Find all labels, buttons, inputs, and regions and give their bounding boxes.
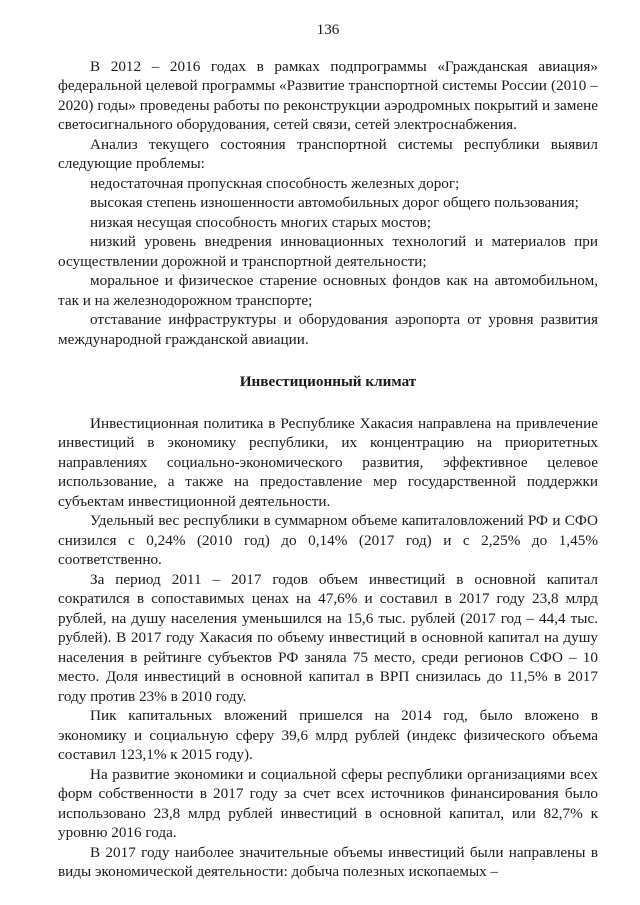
problem-item-aging-assets: моральное и физическое старение основных фондов как на автомобильном, так и на железнодорожном транспорте; bbox=[58, 272, 598, 309]
problem-item-roads: высокая степень изношенности автомобильных дорог общего пользования; bbox=[90, 194, 579, 211]
problem-item-airport: отставание инфраструктуры и оборудования аэропорта от уровня развития международной гражданской авиации. bbox=[58, 311, 598, 348]
paragraph-investment-2017: На развитие экономики и социальной сферы республики организациями всех форм собственности в 2017 году за счет всех источников финансирования было использовано 23,8 млрд рублей инвестиций в основной капитал, или 82,7% к уровню 2016 года. bbox=[58, 765, 598, 841]
paragraph-investment-sectors: В 2017 году наиболее значительные объемы инвестиций были направлены в виды экономической деятельности: добыча полезных ископаемых – bbox=[58, 843, 598, 880]
paragraph-investment-decline: За период 2011 – 2017 годов объем инвестиций в основной капитал сократился в сопоставимых ценах на 47,6% и составил в 2017 году 23,8 млрд рублей, на душу населения уменьшился на 15,6 тыс. рублей (2017 год – 44,4 тыс. рублей). В 2017 году Хакасия по объему инвестиций в основной капитал на душу населения в рейтинге субъектов РФ заняла 75 место, среди регионов СФО – 10 место. Доля инвестиций в основной капитал в ВРП снизилась до 11,5% в 2017 году против 23% в 2010 году. bbox=[58, 570, 598, 705]
paragraph-investment-policy: Инвестиционная политика в Республике Хакасия направлена на привлечение инвестиций в экономику республики, их концентрацию на приоритетных направлениях социально-экономического развития, эффективное целевое использование, а также на предоставление мер государственной поддержки субъектам инвестиционной деятельности. bbox=[58, 414, 598, 510]
section-heading-investment-climate: Инвестиционный климат bbox=[239, 373, 417, 390]
paragraph-investment-peak: Пик капитальных вложений пришелся на 2014 год, было вложено в экономику и социальную сферу 39,6 млрд рублей (индекс физического объема составил 123,1% к 2015 году). bbox=[58, 707, 598, 763]
problem-item-bridges: низкая несущая способность многих старых мостов; bbox=[90, 213, 431, 231]
problem-item-innovation: низкий уровень внедрения инновационных технологий и материалов при осуществлении дорожной и транспортной деятельности; bbox=[58, 233, 598, 270]
page-number: 136 bbox=[316, 21, 340, 38]
paragraph-analysis-intro: Анализ текущего состояния транспортной системы республики выявил следующие проблемы: bbox=[58, 135, 598, 172]
paragraph-aviation-program: В 2012 – 2016 годах в рамках подпрограммы «Гражданская авиация» федеральной целевой программы «Развитие транспортной системы России (2010 – 2020) годы» проведены работы по реконструкции аэродромных покрытий и замене светосигнального оборудования, сетей связи, сетей электроснабжения. bbox=[58, 57, 598, 133]
document-page bbox=[58, 20, 598, 882]
paragraph-investment-share: Удельный вес республики в суммарном объеме капиталовложений РФ и СФО снизился с 0,24% (2010 год) до 0,14% (2017 год) и с 2,25% до 1,45% соответственно. bbox=[58, 512, 598, 568]
problem-item-railways: недостаточная пропускная способность железных дорог; bbox=[90, 174, 460, 192]
